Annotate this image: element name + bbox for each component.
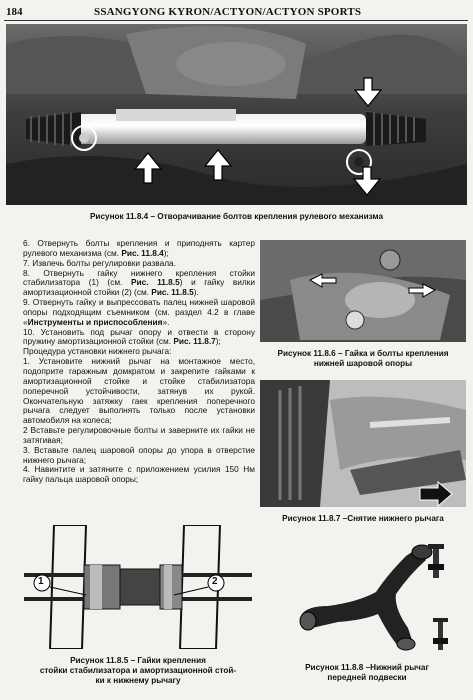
figure-11-8-5-caption [24,656,252,686]
figure-11-8-8-caption [268,663,466,683]
figure-11-8-5-caption-line2: стойки стабилизатора и амортизационной стой- [39,666,237,675]
figure-11-8-8-caption-line1: Рисунок 11.8.8 –Нижний рычаг [305,663,429,672]
figure-11-8-6-caption-line2: нижней шаровой опоры [313,359,413,368]
header-rule [4,20,468,21]
page-header [6,6,468,20]
figure-11-8-5-caption-line1: Рисунок 11.8.5 – Гайки крепления [70,656,206,665]
figure-11-8-7-photo [260,380,466,507]
install-step-4: 4. Навинтите и затяните с приложением усилия 150 Нм гайку пальца шаровой опоры; [23,464,255,485]
figure-11-8-8-caption-line2: передней подвески [327,673,407,682]
install-step-2: 2 Вставьте регулировочные болты и заверните их гайки не затягивая; [23,425,255,445]
figure-11-8-6-caption [260,349,466,369]
install-step-1: 1. Установите нижний рычаг на монтажное место, подоприте гаражным домкратом и закрепите гайками к амортизационной стойке и стойке стабилизатора поперечной устойчивости, затянув их рукой. Окончательную затяжку гаек крепления поперечного рычага следует выполнять только после установки автомобиля на колеса; [23,356,255,426]
figure-11-8-7-caption: Рисунок 11.8.7 –Снятие нижнего рычага [282,514,444,523]
step-7: 7. Извлечь болты регулировки развала. [23,257,176,268]
procedure-text [23,239,255,485]
step-10: 10. Установить под рычаг опору и отвести в сторону пружину амортизационной стойки (см. Рис. 11.8.7); [23,326,255,347]
step-9: 9. Отвернуть гайку и выпрессовать палец нижней шаровой опоры подходящим съемником (см. раздел 4.2 в главе «Инструменты и приспособления». [23,297,255,327]
page-number: 184 [6,6,23,18]
install-procedure-heading: Процедура установки нижнего рычага: [23,346,172,357]
figure-11-8-5-caption-line3: ки к нижнему рычагу [95,676,181,685]
figure-11-8-4-caption: Рисунок 11.8.4 – Отворачивание болтов крепления рулевого механизма [89,212,384,221]
callout-2-label: 2 [212,576,218,587]
figure-11-8-4-photo [6,24,467,205]
figure-11-8-6-photo [260,240,466,342]
step-6: 6. Отвернуть болты крепления и приподнять картер рулевого механизма (см. Рис. 11.8.4); [23,238,255,258]
book-title: SSANGYONG KYRON/ACTYON/ACTYON SPORTS [94,6,362,18]
figure-11-8-5-photo [24,525,252,649]
figure-11-8-6-caption-line1: Рисунок 11.8.6 – Гайка и болты крепления [277,349,449,358]
step-8: 8. Отвернуть гайку нижнего крепления стойки стабилизатора (1) (см. Рис. 11.8.5) и гайку вилки амортизационной стойки (2) (см. Рис. 11.8.5). [23,267,255,298]
figure-11-8-8-photo [268,534,466,656]
steering-rack [76,109,366,144]
install-step-3: 3. Вставьте палец шаровой опоры до упора в отверстие нижнего рычага; [23,444,255,465]
callout-1-label: 1 [38,576,44,587]
